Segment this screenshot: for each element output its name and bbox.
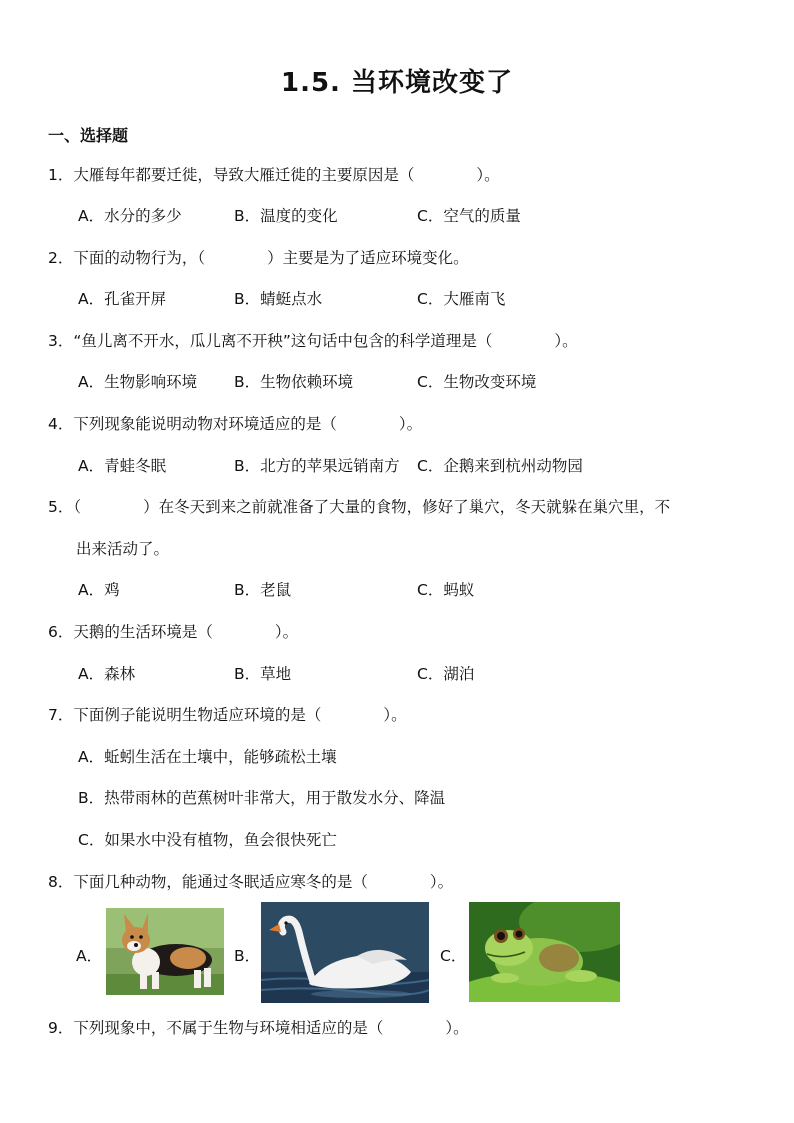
question-6-option-c: C．湖泊 — [417, 665, 475, 683]
question-3-option-c: C．生物改变环境 — [417, 373, 537, 391]
question-6-stem: 6．天鹅的生活环境是（ ）。 — [48, 623, 299, 641]
question-7-option-b: B．热带雨林的芭蕉树叶非常大，用于散发水分、降温 — [78, 789, 446, 807]
question-8-option-b-label: B． — [234, 947, 261, 965]
question-9-stem: 9．下列现象中，不属于生物与环境相适应的是（ ）。 — [48, 1019, 469, 1037]
question-1-option-c: C．空气的质量 — [417, 207, 521, 225]
question-7-option-c: C．如果水中没有植物，鱼会很快死亡 — [78, 831, 337, 849]
question-8-stem: 8．下面几种动物，能通过冬眠适应寒冬的是（ ）。 — [48, 873, 454, 891]
question-7-stem: 7．下面例子能说明生物适应环境的是（ ）。 — [48, 706, 407, 724]
swan-photo-icon[interactable] — [261, 902, 429, 1003]
question-4-option-a: A．青蛙冬眠 — [78, 457, 167, 475]
question-4-stem: 4．下列现象能说明动物对环境适应的是（ ）。 — [48, 415, 423, 433]
question-8-option-a-label: A． — [76, 947, 103, 965]
question-1-option-b: B．温度的变化 — [234, 207, 338, 225]
question-5-option-b: B．老鼠 — [234, 581, 292, 599]
question-5-stem-line1: 5．（ ）在冬天到来之前就准备了大量的食物，修好了巢穴，冬天就躲在巢穴里，不 — [48, 498, 671, 516]
frog-photo-icon[interactable] — [469, 902, 620, 1002]
dog-photo-icon[interactable] — [106, 908, 224, 995]
question-2-option-c: C．大雁南飞 — [417, 290, 506, 308]
question-3-stem: 3．“鱼儿离不开水，瓜儿离不开秧”这句话中包含的科学道理是（ ）。 — [48, 332, 578, 350]
question-4-option-b: B．北方的苹果远销南方 — [234, 457, 400, 475]
question-5-option-c: C．蚂蚁 — [417, 581, 475, 599]
question-5-option-a: A．鸡 — [78, 581, 120, 599]
question-6-option-a: A．森林 — [78, 665, 136, 683]
question-1-option-a: A．水分的多少 — [78, 207, 182, 225]
page-title: 1.5. 当环境改变了 — [281, 68, 513, 98]
question-6-option-b: B．草地 — [234, 665, 292, 683]
question-8-option-c-label: C． — [440, 947, 467, 965]
question-2-stem: 2．下面的动物行为，（ ）主要是为了适应环境变化。 — [48, 249, 469, 267]
question-1-stem: 1．大雁每年都要迁徙，导致大雁迁徙的主要原因是（ ）。 — [48, 166, 500, 184]
question-5-stem-line2: 出来活动了。 — [76, 540, 170, 558]
question-2-option-a: A．孔雀开屏 — [78, 290, 167, 308]
question-3-option-a: A．生物影响环境 — [78, 373, 198, 391]
section-heading: 一、选择题 — [48, 126, 129, 145]
question-2-option-b: B．蜻蜓点水 — [234, 290, 323, 308]
question-7-option-a: A．蚯蚓生活在土壤中，能够疏松土壤 — [78, 748, 337, 766]
question-3-option-b: B．生物依赖环境 — [234, 373, 354, 391]
question-4-option-c: C．企鹅来到杭州动物园 — [417, 457, 583, 475]
